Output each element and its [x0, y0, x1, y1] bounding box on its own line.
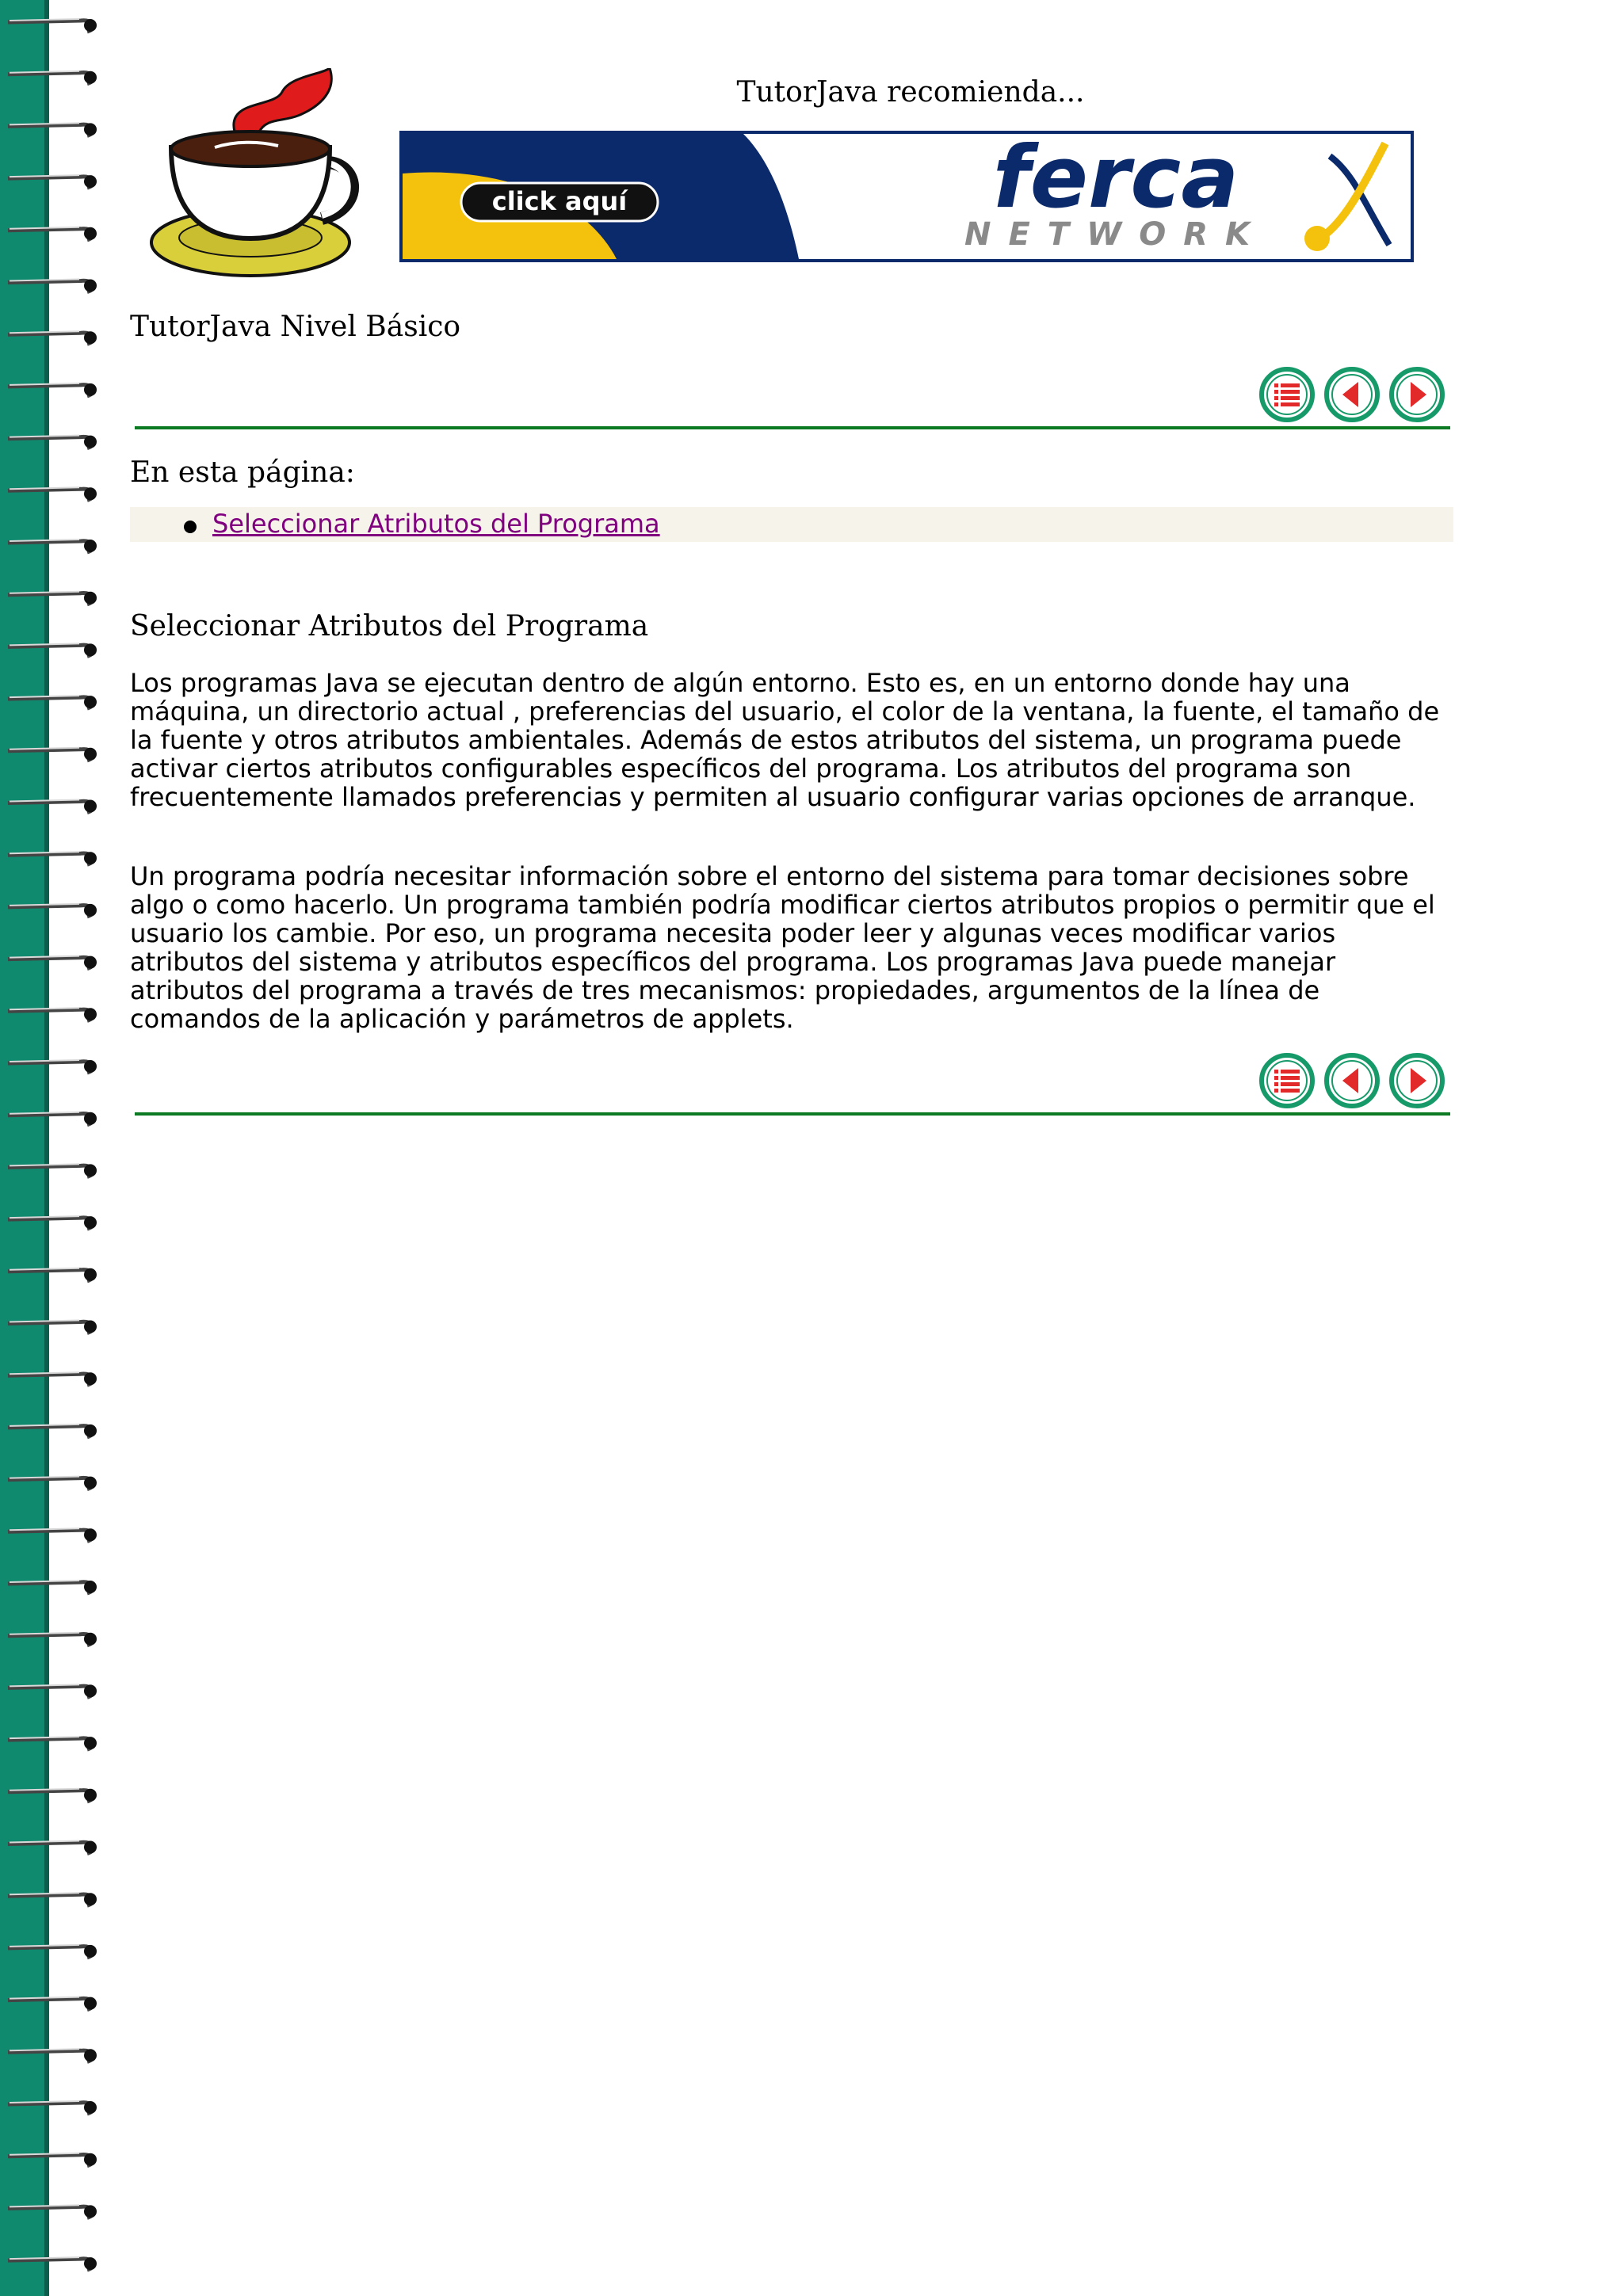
banner-brand: ferca — [992, 134, 1239, 227]
recommend-text: TutorJava recomienda... — [736, 76, 1085, 109]
horizontal-rule — [135, 426, 1450, 429]
bottom-nav — [1258, 1052, 1441, 1112]
spiral-binding — [0, 0, 111, 2296]
on-this-page-label: En esta página: — [130, 456, 355, 489]
horizontal-rule — [135, 1112, 1450, 1116]
paragraph-1: Los programas Java se ejecutan dentro de algún entorno. Esto es, en un entorno donde hay una máquina, un directorio actual , preferencias del usuario, el color de la ventana, la fuente, el tamaño de la fuente y otros atributos ambientales. Además de estos atributos del sistema, un programa puede activar ciertos atributos configurables específicos del programa. Los atributos del programa son frecuentemente llamados preferencias y permiten al usuario configurar varias opciones de arranque. — [130, 668, 1440, 812]
arrow-left-icon[interactable] — [1323, 1052, 1381, 1109]
top-nav — [1258, 366, 1441, 426]
ferca-network-banner[interactable] — [399, 131, 1414, 262]
section-title: Seleccionar Atributos del Programa — [130, 610, 649, 643]
arrow-right-icon[interactable] — [1388, 1052, 1445, 1109]
arrow-right-icon[interactable] — [1388, 366, 1445, 423]
coffee-cup-logo-icon — [139, 68, 385, 282]
list-index-icon[interactable] — [1258, 1052, 1316, 1109]
bullet-icon — [184, 521, 197, 533]
page-toc — [130, 507, 1453, 542]
paragraph-2: Un programa podría necesitar información sobre el entorno del sistema para tomar decisiones sobre algo o como hacerlo. Un programa también podría modificar ciertos atributos propios o permitir que el usuario los cambie. Por eso, un programa necesita poder leer y algunas veces modificar varios atributos del sistema y atributos específicos del programa. Los programas Java puede manejar atributos del programa a través de tres mecanismos: propiedades, argumentos de la línea de comandos de la aplicación y parámetros de applets. — [130, 861, 1435, 1034]
toc-link-seleccionar-atributos[interactable]: Seleccionar Atributos del Programa — [212, 509, 660, 539]
arrow-left-icon[interactable] — [1323, 366, 1381, 423]
course-level-title: TutorJava Nivel Básico — [130, 311, 461, 343]
banner-brand-sub: NETWORK — [964, 216, 1268, 253]
banner-click-label: click aquí — [491, 186, 628, 216]
list-index-icon[interactable] — [1258, 366, 1316, 423]
